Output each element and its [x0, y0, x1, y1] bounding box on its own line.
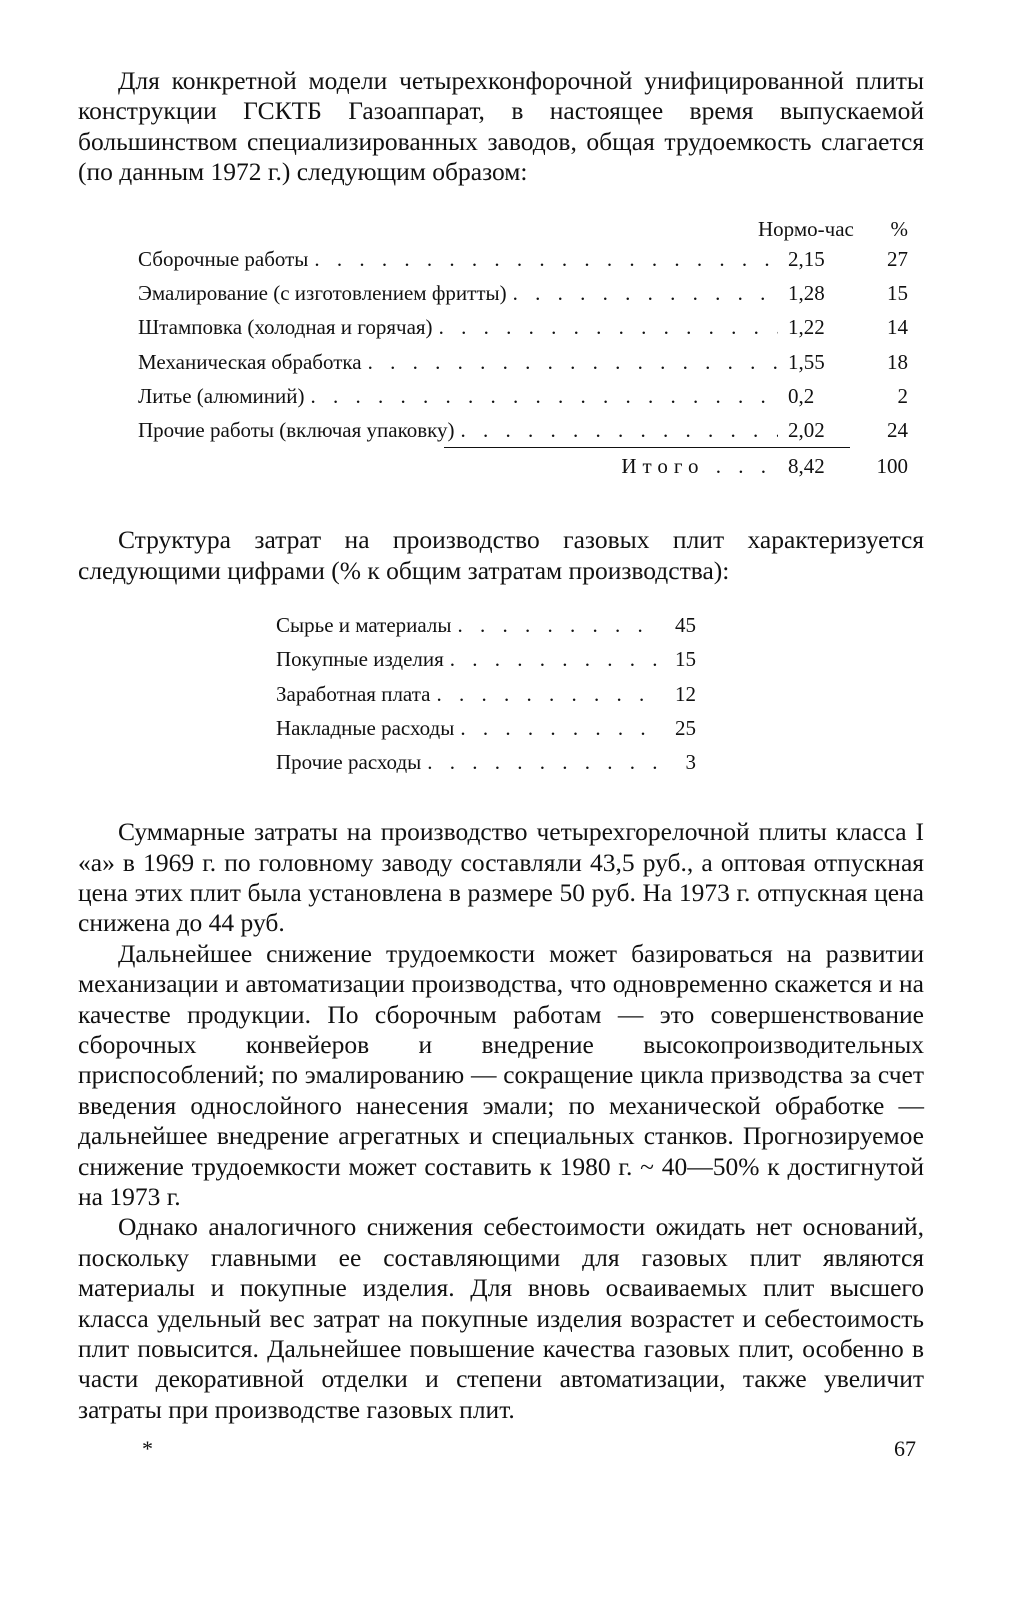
- labor-table: [138, 206, 908, 482]
- page-number: 67: [894, 1436, 916, 1461]
- row-label: Покупные изделия: [276, 647, 444, 672]
- row-percent: 18: [887, 349, 908, 374]
- dot-leader: [304, 379, 778, 413]
- dot-leader: [444, 642, 660, 676]
- paragraph-reduction: Дальнейшее снижение трудоемкости может базироваться на развитии механизации и автоматизации производства, что одновременно скажется и на качестве продукции. По сборочным работам — это совершенствование сборочных конвейеров и внедрение высокопроизводительных приспособлений; по эмалированию — сокращение цикла призводства за счет введения однослойного нанесения эмали; по механической обработке — дальнейшее внедрение агрегатных и специальных станков. Прогнозируемое снижение трудоемкости может составить к 1980 г. ~ 40—50% к достигнутой на 1973 г.: [78, 938, 924, 1212]
- table-row: [138, 276, 908, 310]
- row-value: 45: [675, 613, 696, 638]
- row-label: Штамповка (холодная и горячая): [138, 315, 433, 340]
- header-percent: %: [890, 216, 908, 241]
- header-norm-hours: Нормо-час: [758, 216, 854, 241]
- dot-leader: [308, 242, 778, 276]
- table-row: [276, 642, 696, 676]
- row-norm: 2,02: [788, 418, 825, 443]
- row-percent: 14: [887, 315, 908, 340]
- dot-leader: [452, 608, 660, 642]
- row-label: Сборочные работы: [138, 246, 309, 271]
- table-row: [138, 379, 908, 413]
- row-label: Литье (алюминий): [138, 383, 305, 408]
- row-percent: 27: [887, 246, 908, 271]
- table-row: [276, 608, 696, 642]
- row-label: Сырье и материалы: [276, 613, 452, 638]
- table-row: [276, 711, 696, 745]
- row-norm: 1,22: [788, 315, 825, 340]
- dot-leader: [455, 413, 778, 447]
- total-label: Итого . . .: [621, 454, 772, 479]
- table-row: [276, 677, 696, 711]
- dot-leader: [507, 276, 778, 310]
- cost-table: [276, 608, 696, 779]
- row-label: Прочие расходы: [276, 749, 422, 774]
- row-value: 15: [675, 647, 696, 672]
- paragraph-structure: Структура затрат на производство газовых плит характеризуется следующими цифрами (% к общим затратам производства):: [78, 525, 924, 585]
- row-value: 12: [675, 681, 696, 706]
- page-content: [78, 66, 924, 1425]
- labor-table-header: [138, 206, 908, 242]
- dot-leader: [430, 677, 660, 711]
- total-percent: 100: [876, 454, 908, 479]
- row-percent: 24: [887, 418, 908, 443]
- table-row: [138, 345, 908, 379]
- row-norm: 1,55: [788, 349, 825, 374]
- dot-leader: [433, 310, 778, 344]
- row-value: 25: [675, 715, 696, 740]
- row-label: Механическая обработка: [138, 349, 362, 374]
- row-label: Заработная плата: [276, 681, 431, 706]
- row-label: Накладные расходы: [276, 715, 455, 740]
- total-norm: 8,42: [788, 454, 825, 479]
- paragraph-costs: Суммарные затраты на производство четырехгорелочной плиты класса I «а» в 1969 г. по головному заводу составляли 43,5 руб., а оптовая отпускная цена этих плит была установлена в размере 50 руб. На 1973 г. отпускная цена снижена до 44 руб.: [78, 817, 924, 938]
- dot-leader: [362, 345, 778, 379]
- total-row: [138, 451, 908, 481]
- row-norm: 2,15: [788, 246, 825, 271]
- table-row: [138, 242, 908, 276]
- row-label: Эмалирование (с изготовлением фритты): [138, 280, 507, 305]
- row-norm: 1,28: [788, 280, 825, 305]
- row-norm: 0,2: [788, 383, 815, 408]
- table-row: [138, 413, 908, 447]
- table-row: [276, 745, 696, 779]
- row-label: Прочие работы (включая упаковку): [138, 418, 455, 443]
- row-value: 3: [685, 749, 696, 774]
- paragraph-intro: Для конкретной модели четырехконфорочной унифицированной плиты конструкции ГСКТБ Газоаппарат, в настоящее время выпускаемой большинством специализированных заводов, общая трудоемкость слагается (по данным 1972 г.) следующим образом:: [78, 66, 924, 187]
- dot-leader: [454, 711, 660, 745]
- footer-mark: *: [142, 1436, 153, 1461]
- row-percent: 15: [887, 280, 908, 305]
- total-rule: [444, 447, 850, 448]
- paragraph-conclusion: Однако аналогичного снижения себестоимости ожидать нет оснований, поскольку главными ее составляющими для газовых плит являются материалы и покупные изделия. Для вновь осваиваемых плит высшего класса удельный вес затрат на покупные изделия возрастет и себестоимость плит повысится. Дальнейшее повышение качества газовых плит, особенно в части декоративной отделки и степени автоматизации, также увеличит затраты при производстве газовых плит.: [78, 1212, 924, 1424]
- row-percent: 2: [897, 383, 908, 408]
- dot-leader: [421, 745, 660, 779]
- table-row: [138, 310, 908, 344]
